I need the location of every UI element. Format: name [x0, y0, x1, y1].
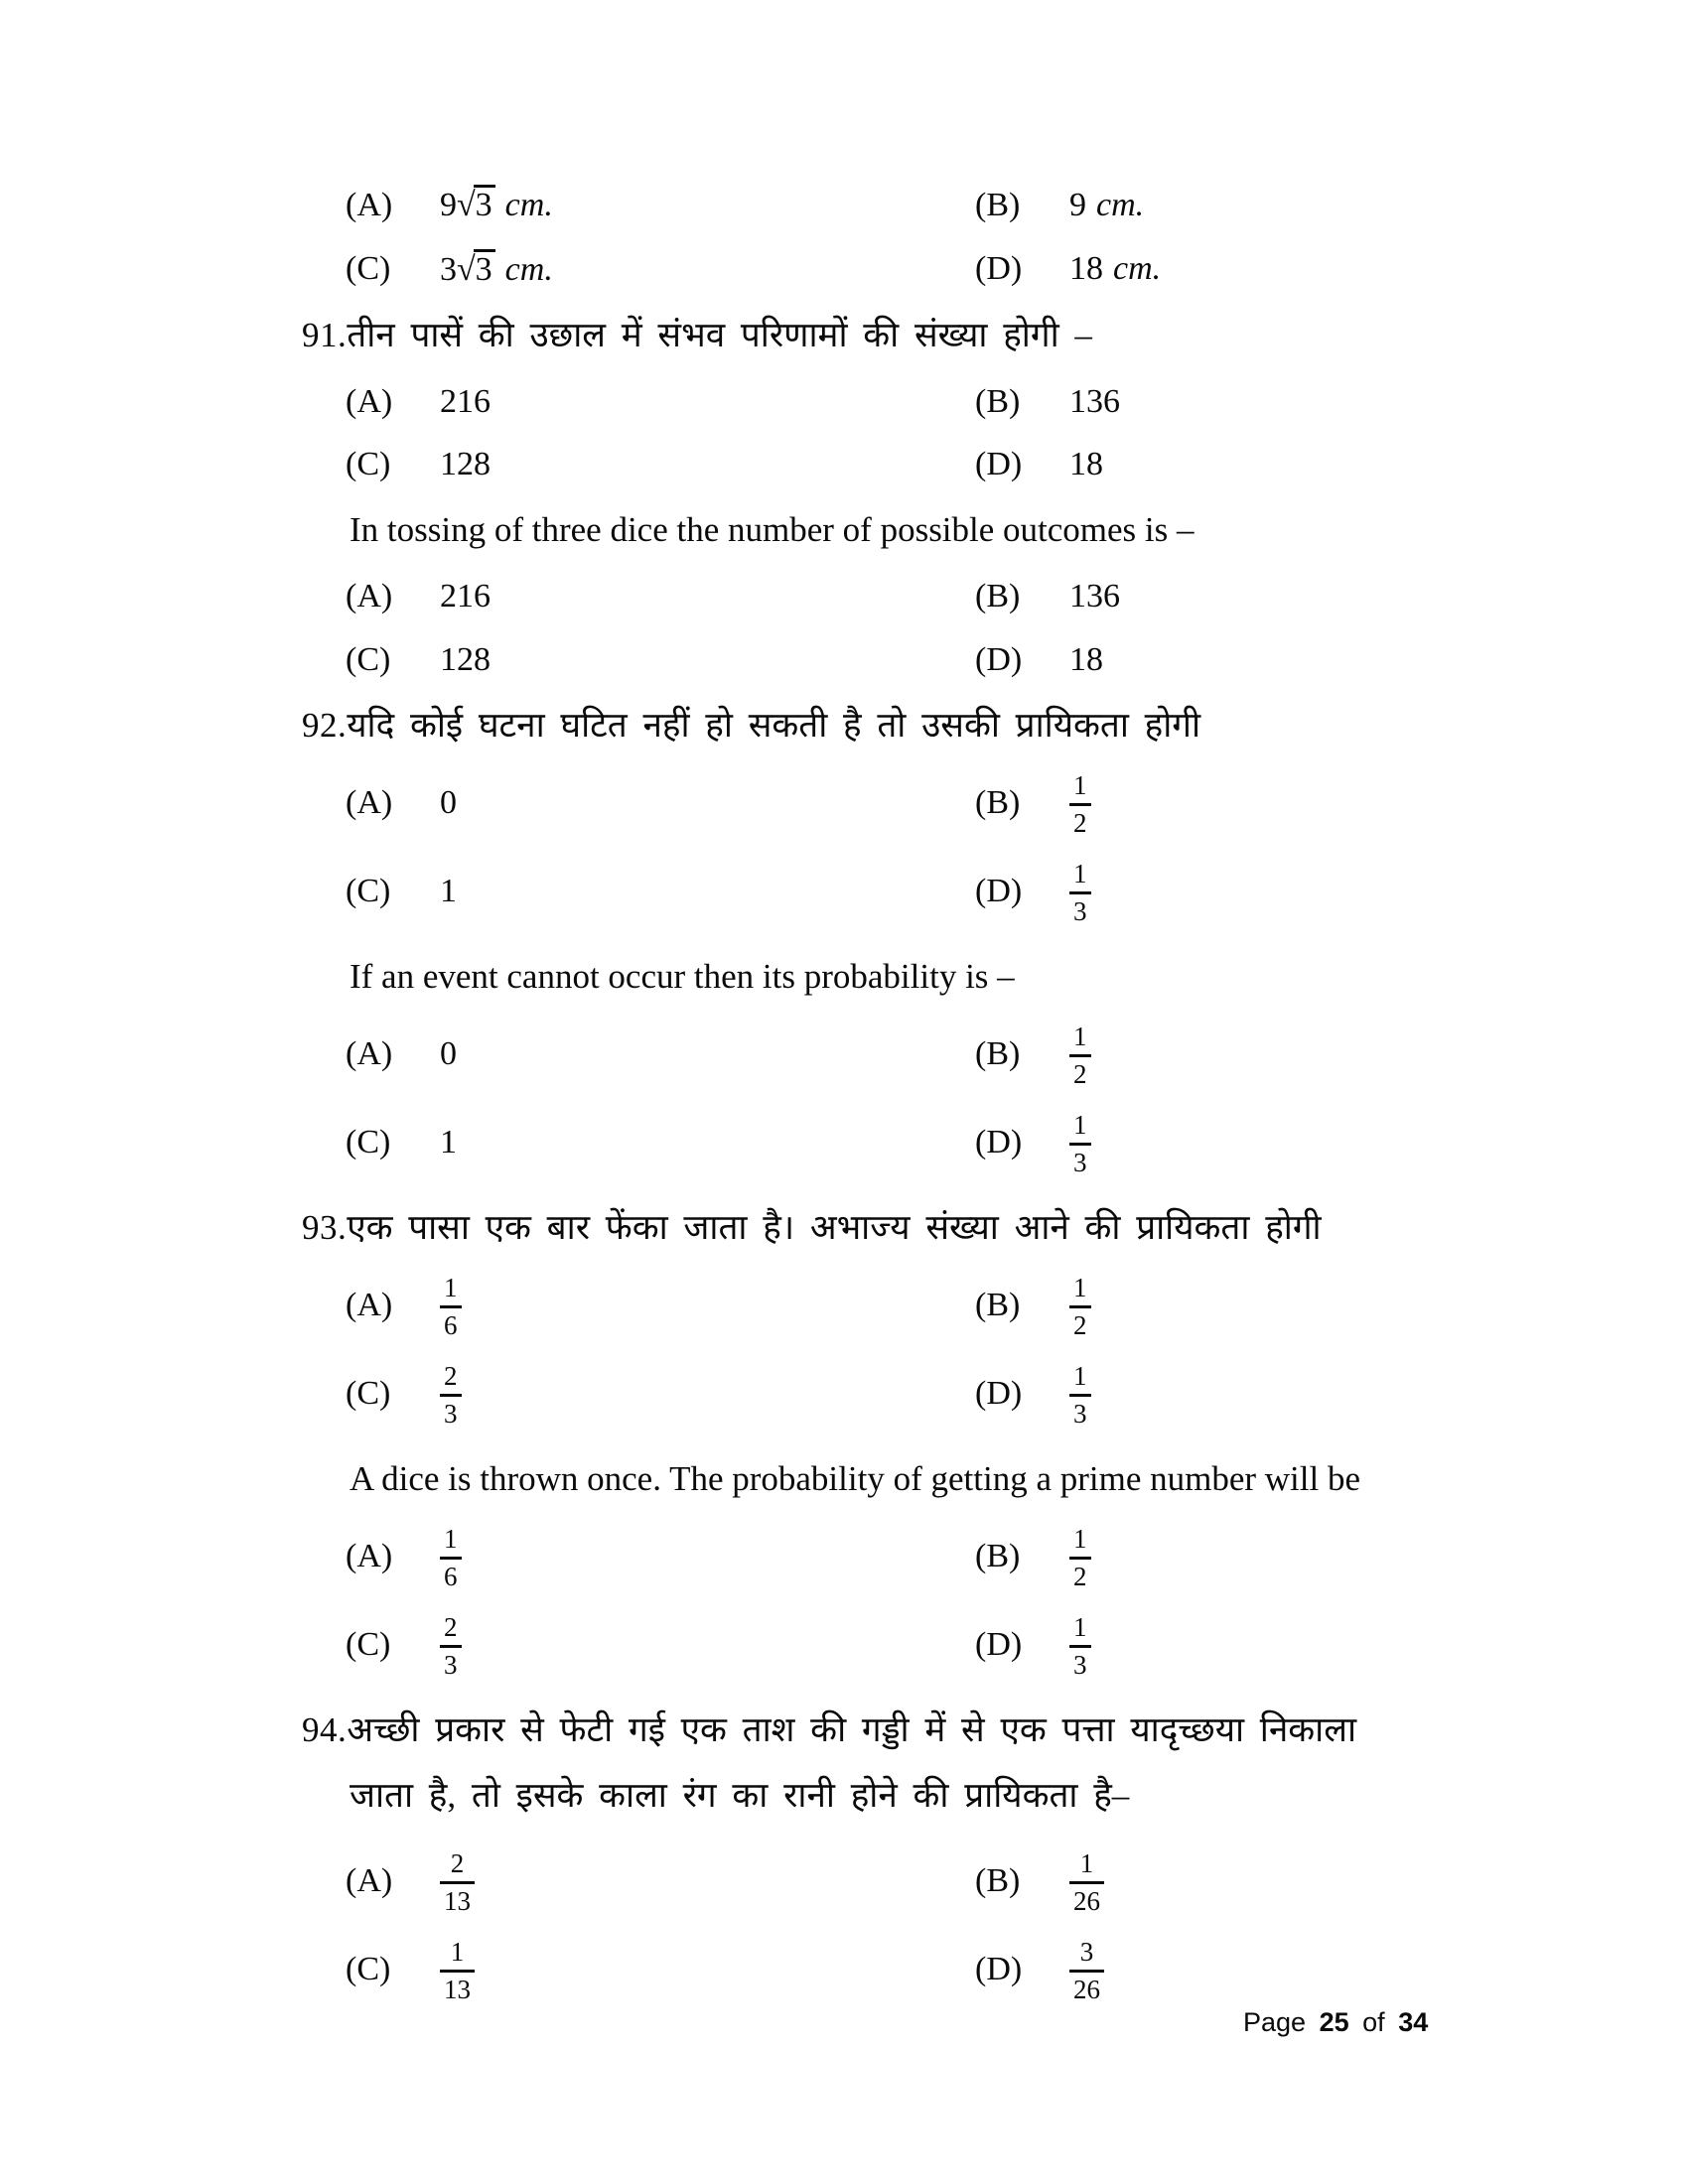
- option-label: (A): [346, 186, 393, 223]
- fraction-numerator: 1: [1073, 1611, 1087, 1642]
- q94-option-row-1: [346, 1843, 1454, 1922]
- q91-hindi-option-row-1: [346, 382, 1454, 423]
- option-unit: cm.: [504, 250, 553, 288]
- fraction-denominator: 3: [1069, 1645, 1091, 1680]
- q93-en-option-a: [346, 1518, 975, 1597]
- option-value: 1: [440, 1124, 457, 1161]
- fraction-denominator: 2: [1069, 803, 1091, 838]
- fraction-numerator: 1: [1073, 1272, 1087, 1302]
- q92-english-option-row-1: [346, 1016, 1454, 1095]
- question-text-hindi: यदि कोई घटना घटित नहीं हो सकती है तो उसकी प्रायिकता होगी: [347, 705, 1201, 745]
- fraction-denominator: 2: [1069, 1557, 1091, 1591]
- q92-hindi-option-row-1: [346, 764, 1454, 844]
- option-value: 18: [1069, 250, 1103, 288]
- fraction-denominator: 6: [440, 1557, 462, 1591]
- question-text-hindi: अच्छी प्रकार से फेटी गई एक ताश की गड्डी में से एक पत्ता यादृच्छया निकाला: [347, 1709, 1357, 1749]
- fraction-numerator: 1: [444, 1272, 458, 1302]
- fraction-denominator: 3: [1069, 1143, 1091, 1177]
- q93-english-option-row-2: [346, 1606, 1454, 1686]
- exam-page-content: [302, 185, 1454, 2019]
- q92-en-option-c: [346, 1104, 975, 1183]
- footer-page-number: 25: [1319, 2007, 1349, 2037]
- option-fraction: [1069, 1612, 1091, 1680]
- q92-hindi-question: [302, 705, 1454, 747]
- fraction-denominator: 2: [1069, 1305, 1091, 1340]
- option-fraction: [1069, 1937, 1104, 2004]
- fraction-numerator: 2: [444, 1611, 458, 1642]
- radical-coefficient: 9: [440, 187, 457, 223]
- q92-en-option-d: [975, 1104, 1091, 1183]
- fraction-numerator: 1: [1073, 769, 1087, 800]
- question-text-hindi: एक पासा एक बार फेंका जाता है। अभाज्य संख्या आने की प्रायिकता होगी: [347, 1207, 1322, 1247]
- q92-option-b: [975, 764, 1091, 844]
- option-fraction: [1069, 1110, 1091, 1177]
- q92-english-question: [350, 956, 1454, 998]
- option-label: (B): [975, 1287, 1021, 1324]
- q91-english-option-row-1: [346, 577, 1454, 617]
- q92-hindi-option-row-2: [346, 853, 1454, 932]
- fraction-denominator: 3: [440, 1645, 462, 1680]
- q90-option-a: [346, 185, 975, 226]
- fraction-numerator: 1: [1079, 1847, 1094, 1878]
- option-label: (B): [975, 1862, 1021, 1900]
- fraction-denominator: 26: [1069, 1970, 1104, 2004]
- radicand: 3: [474, 249, 495, 288]
- q94-hindi-question-line2: [350, 1775, 1454, 1817]
- question-number: 93.: [302, 1207, 348, 1247]
- fraction-denominator: 2: [1069, 1054, 1091, 1089]
- option-value: 216: [440, 382, 491, 420]
- option-label: (B): [975, 1538, 1021, 1575]
- option-value-radical: [440, 249, 553, 291]
- q91-english-question: [350, 509, 1454, 551]
- q92-english-option-row-2: [346, 1104, 1454, 1183]
- option-fraction: [1069, 859, 1091, 926]
- option-unit: cm.: [1113, 250, 1162, 288]
- q91-option-c: [346, 445, 975, 485]
- fraction-numerator: 1: [1073, 1021, 1087, 1051]
- option-fraction: [440, 1273, 462, 1340]
- option-label: (A): [346, 1538, 393, 1575]
- option-value: 136: [1069, 578, 1120, 615]
- q94-option-b: [975, 1843, 1104, 1922]
- option-label: (A): [346, 1287, 393, 1324]
- footer-total-pages: 34: [1398, 2007, 1429, 2037]
- option-value: 0: [440, 784, 457, 822]
- q94-option-c: [346, 1931, 975, 2010]
- q90-option-b: [975, 185, 1144, 226]
- option-value: 1: [440, 873, 457, 910]
- option-label: (B): [975, 382, 1021, 420]
- option-label: (A): [346, 1035, 393, 1073]
- option-fraction: [440, 1612, 462, 1680]
- option-fraction: [440, 1937, 475, 2004]
- option-label: (C): [346, 446, 391, 483]
- q92-option-c: [346, 853, 975, 932]
- question-text-hindi: तीन पासें की उछाल में संभव परिणामों की संख्या होगी –: [347, 315, 1092, 354]
- fraction-denominator: 13: [440, 1970, 475, 2004]
- option-label: (B): [975, 186, 1021, 223]
- question-text-hindi: जाता है, तो इसके काला रंग का रानी होने की प्रायिकता है–: [350, 1775, 1130, 1815]
- option-label: (A): [346, 784, 393, 822]
- option-label: (D): [975, 446, 1023, 483]
- fraction-denominator: 3: [440, 1394, 462, 1429]
- option-value: 18: [1069, 640, 1103, 678]
- radical-coefficient: 3: [440, 250, 457, 288]
- q91-en-option-d: [975, 640, 1103, 681]
- q92-en-option-b: [975, 1016, 1091, 1095]
- q93-hindi-question: [302, 1207, 1454, 1249]
- option-label: (B): [975, 784, 1021, 822]
- q91-hindi-question: [302, 315, 1454, 356]
- option-fraction: [1069, 1273, 1091, 1340]
- q90-option-row-1: [346, 185, 1454, 226]
- option-label: (C): [346, 250, 391, 288]
- option-value-radical: [440, 185, 553, 226]
- option-value: 216: [440, 578, 491, 615]
- fraction-numerator: 1: [1073, 858, 1087, 888]
- q91-option-b: [975, 382, 1120, 423]
- fraction-numerator: 2: [444, 1360, 458, 1391]
- sqrt-icon: √: [457, 250, 476, 288]
- option-fraction: [1069, 1848, 1104, 1916]
- option-label: (D): [975, 640, 1023, 678]
- fraction-numerator: 2: [450, 1847, 465, 1878]
- footer-word-of: of: [1362, 2007, 1385, 2037]
- option-fraction: [1069, 1361, 1091, 1429]
- q93-english-option-row-1: [346, 1518, 1454, 1597]
- q93-english-question: [350, 1458, 1454, 1500]
- option-label: (D): [975, 1951, 1023, 1988]
- option-value: 9: [1069, 186, 1086, 223]
- q93-option-c: [346, 1355, 975, 1434]
- q94-option-d: [975, 1931, 1104, 2010]
- option-label: (A): [346, 382, 393, 420]
- option-label: (D): [975, 1124, 1023, 1161]
- q91-option-d: [975, 445, 1103, 485]
- page-footer: [1243, 2007, 1428, 2038]
- fraction-denominator: 26: [1069, 1881, 1104, 1916]
- fraction-numerator: 1: [444, 1523, 458, 1554]
- radicand: 3: [474, 185, 495, 223]
- fraction-numerator: 1: [1073, 1109, 1087, 1140]
- q90-option-c: [346, 249, 975, 291]
- q92-option-d: [975, 853, 1091, 932]
- option-label: (D): [975, 873, 1023, 910]
- q92-option-a: [346, 764, 975, 844]
- option-label: (C): [346, 640, 391, 678]
- option-value: 128: [440, 640, 491, 678]
- option-label: (C): [346, 873, 391, 910]
- q91-en-option-a: [346, 577, 975, 617]
- option-label: (D): [975, 1375, 1023, 1413]
- q94-option-a: [346, 1843, 975, 1922]
- option-unit: cm.: [504, 187, 553, 223]
- fraction-denominator: 6: [440, 1305, 462, 1340]
- q90-option-row-2: [346, 249, 1454, 291]
- option-fraction: [1069, 1524, 1091, 1591]
- fraction-denominator: 3: [1069, 1394, 1091, 1429]
- fraction-denominator: 3: [1069, 891, 1091, 926]
- q94-hindi-question-line1: [302, 1709, 1454, 1751]
- option-label: (B): [975, 1035, 1021, 1073]
- question-number: 94.: [302, 1709, 348, 1749]
- fraction-denominator: 13: [440, 1881, 475, 1916]
- fraction-numerator: 1: [1073, 1523, 1087, 1554]
- q91-en-option-b: [975, 577, 1120, 617]
- option-unit: cm.: [1096, 186, 1145, 223]
- q92-en-option-a: [346, 1016, 975, 1095]
- question-number: 92.: [302, 705, 348, 745]
- option-value: 136: [1069, 382, 1120, 420]
- option-fraction: [440, 1361, 462, 1429]
- option-fraction: [1069, 1022, 1091, 1089]
- q93-hindi-option-row-2: [346, 1355, 1454, 1434]
- option-value: 0: [440, 1035, 457, 1073]
- q90-option-d: [975, 249, 1161, 291]
- question-text-english: In tossing of three dice the number of possible outcomes is –: [350, 510, 1195, 550]
- footer-word-page: Page: [1243, 2007, 1307, 2037]
- q93-en-option-d: [975, 1606, 1091, 1686]
- option-fraction: [440, 1848, 475, 1916]
- option-label: (C): [346, 1124, 391, 1161]
- fraction-numerator: 1: [450, 1936, 465, 1967]
- option-label: (B): [975, 578, 1021, 615]
- fraction-numerator: 3: [1079, 1936, 1094, 1967]
- question-text-english: If an event cannot occur then its probability is –: [350, 956, 1015, 996]
- option-value: 128: [440, 446, 491, 483]
- q91-hindi-option-row-2: [346, 445, 1454, 485]
- q93-en-option-c: [346, 1606, 975, 1686]
- option-value: 18: [1069, 446, 1103, 483]
- q94-option-row-2: [346, 1931, 1454, 2010]
- question-number: 91.: [302, 315, 348, 354]
- fraction-numerator: 1: [1073, 1360, 1087, 1391]
- option-label: (C): [346, 1626, 391, 1664]
- option-label: (C): [346, 1375, 391, 1413]
- option-label: (D): [975, 1626, 1023, 1664]
- q91-english-option-row-2: [346, 640, 1454, 681]
- option-label: (A): [346, 578, 393, 615]
- q91-en-option-c: [346, 640, 975, 681]
- q91-option-a: [346, 382, 975, 423]
- q93-hindi-option-row-1: [346, 1267, 1454, 1346]
- q93-option-d: [975, 1355, 1091, 1434]
- option-label: (D): [975, 250, 1023, 288]
- q93-option-a: [346, 1267, 975, 1346]
- question-text-english: A dice is thrown once. The probability of getting a prime number will be: [350, 1458, 1361, 1498]
- q93-en-option-b: [975, 1518, 1091, 1597]
- option-fraction: [1069, 770, 1091, 838]
- option-fraction: [440, 1524, 462, 1591]
- option-label: (A): [346, 1862, 393, 1900]
- q93-option-b: [975, 1267, 1091, 1346]
- sqrt-icon: √: [457, 187, 476, 223]
- option-label: (C): [346, 1951, 391, 1988]
